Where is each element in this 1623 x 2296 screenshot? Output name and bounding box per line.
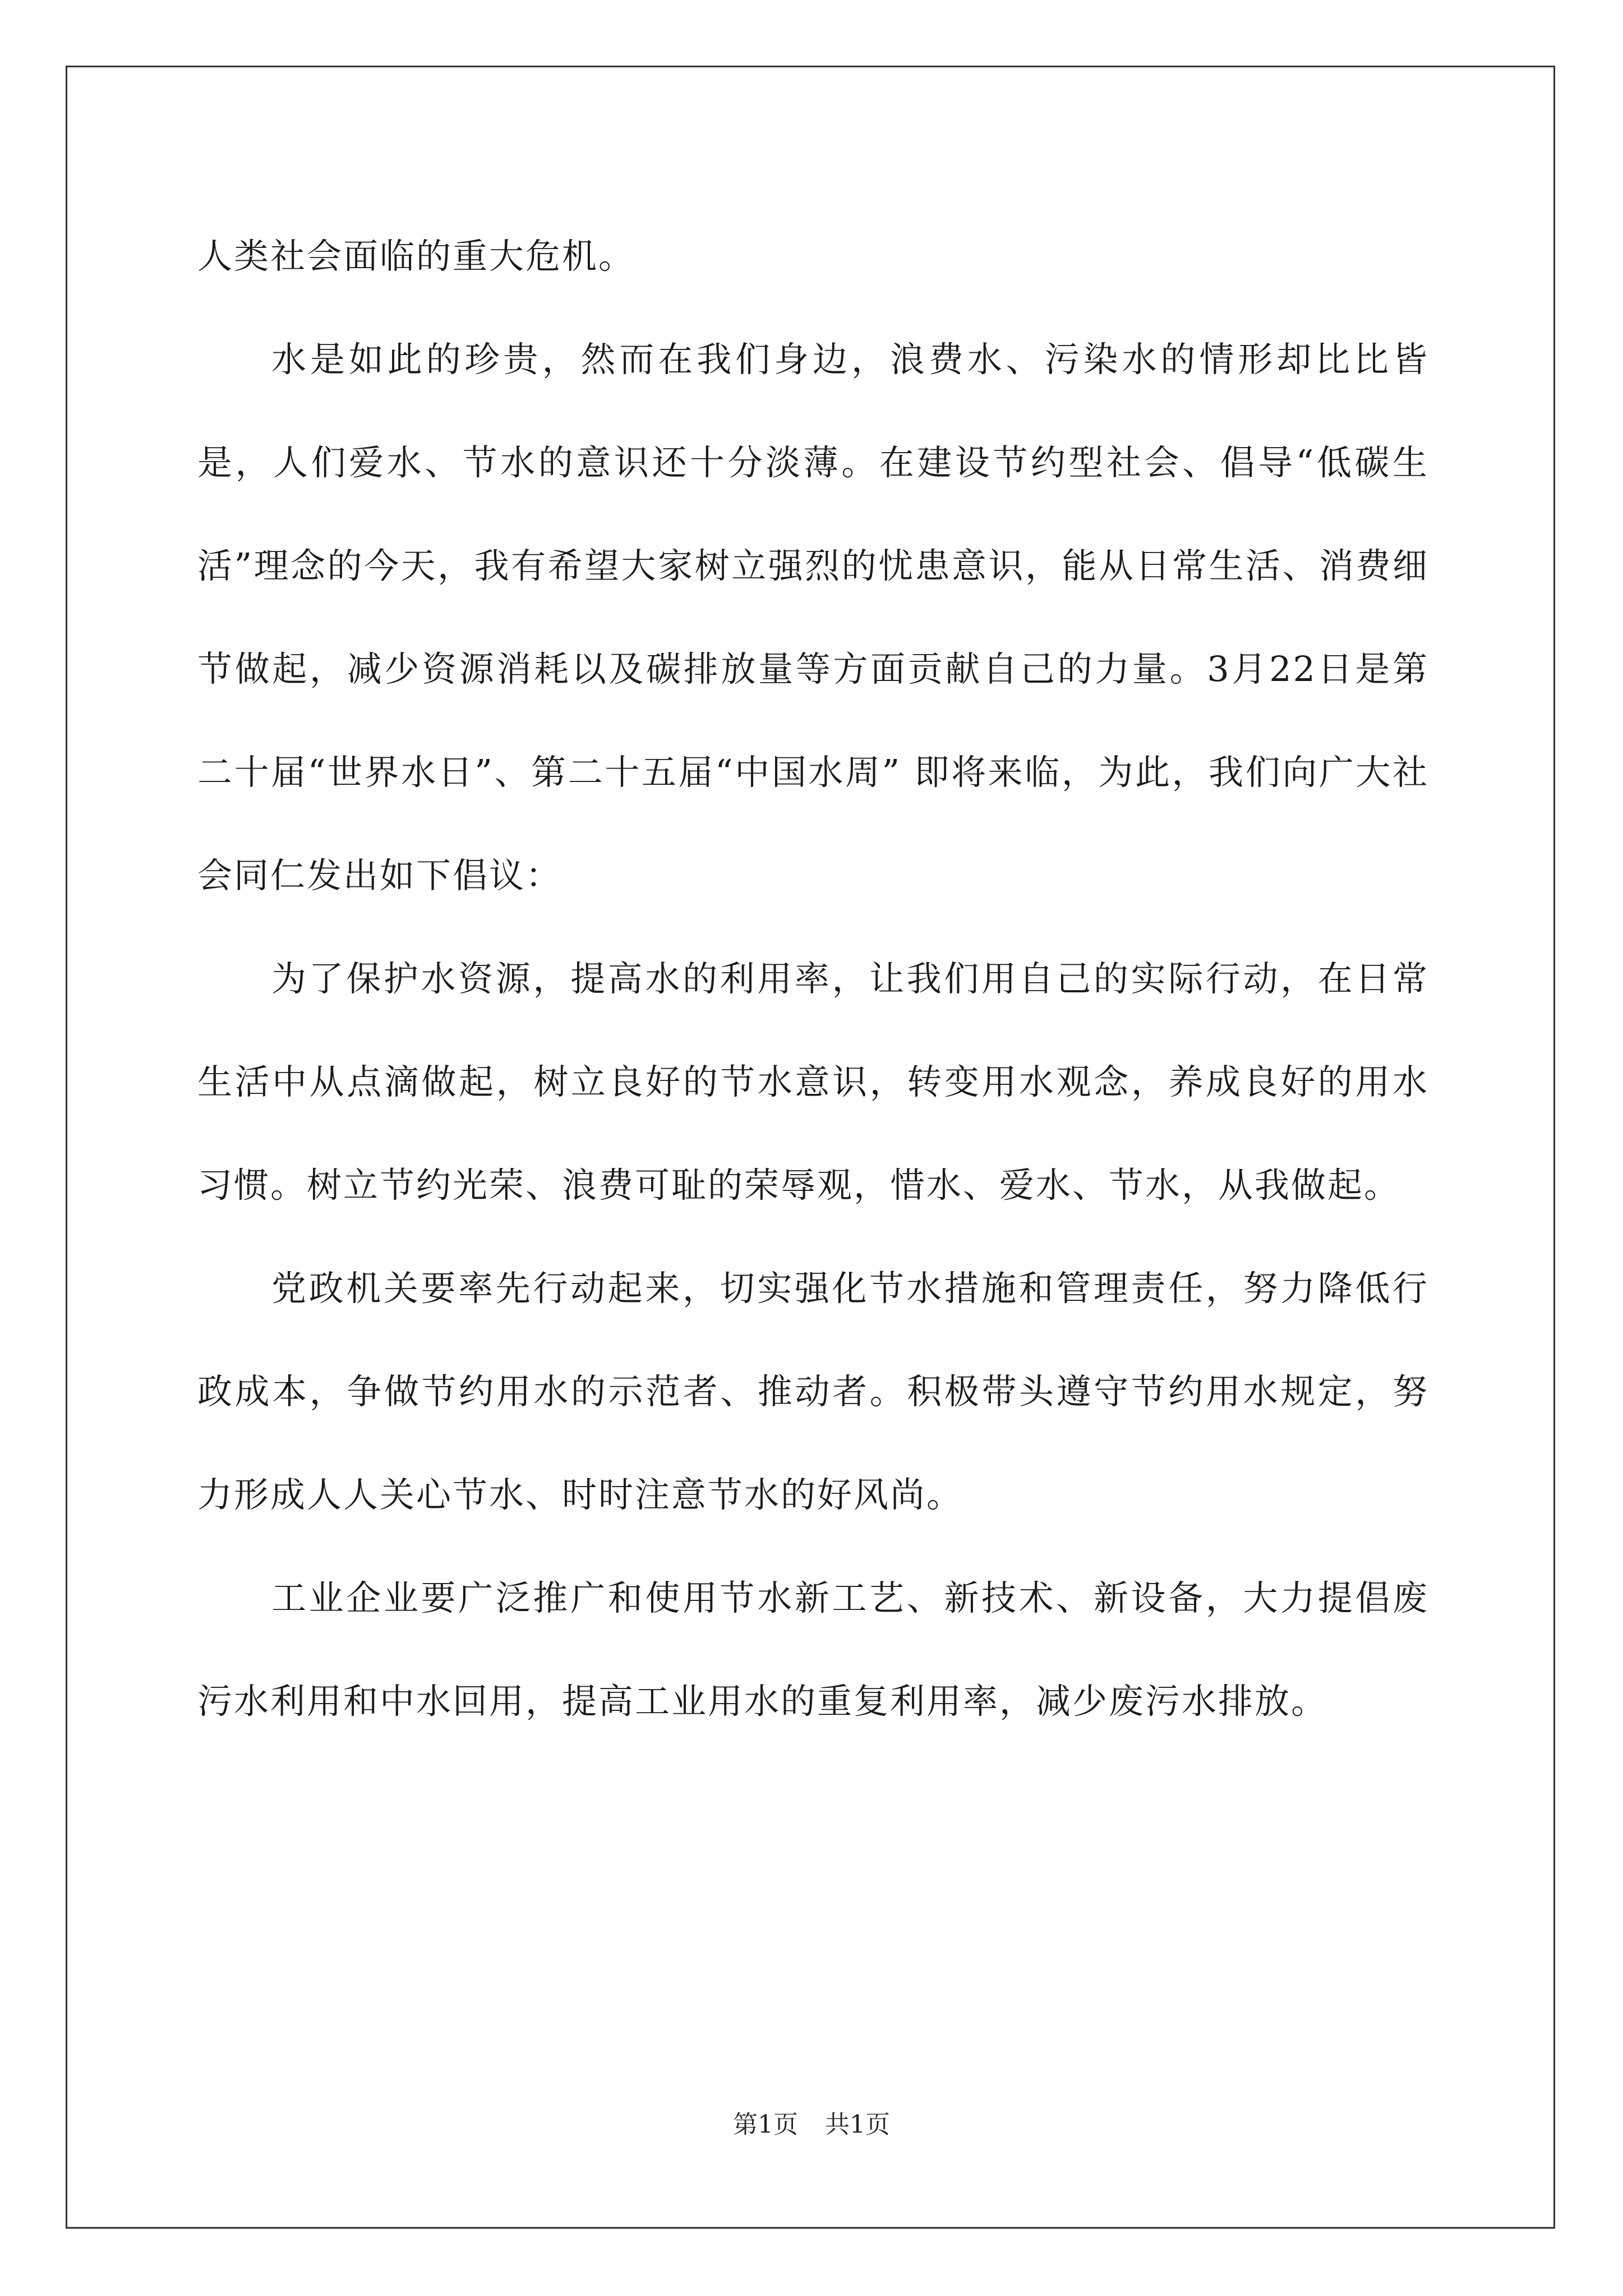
page-footer [0, 2108, 1623, 2142]
paragraph-1: 人类社会面临的重大危机。 [197, 236, 635, 277]
paragraph-2: 水是如此的珍贵，然而在我们身边，浪费水、污染水的情形却比比皆是，人们爱水、节水的意识还十分淡薄。在建设节约型社会、倡导“低碳生活”理念的今天，我有希望大家树立强烈的忧患意识，能从日常生活、消费细节做起，减少资源消耗以及碳排放量等方面贡献自己的力量。3月22日是第二十届“世界水日”、第二十五届“中国水周” 即将来临，为此，我们向广大社会同仁发出如下倡议： [197, 339, 1429, 896]
paragraph-4: 党政机关要率先行动起来，切实强化节水措施和管理责任，努力降低行政成本，争做节约用水的示范者、推动者。积极带头遵守节约用水规定，努力形成人人关心节水、时时注意节水的好风尚。 [197, 1268, 1429, 1515]
page-number-total: 共1页 [825, 2110, 890, 2139]
document-body [197, 205, 1429, 1753]
page-number-current: 第1页 [733, 2110, 798, 2139]
paragraph-5: 工业企业要广泛推广和使用节水新工艺、新技术、新设备，大力提倡废污水利用和中水回用，提高工业用水的重复利用率，减少废污水排放。 [197, 1577, 1429, 1722]
paragraph-3: 为了保护水资源，提高水的利用率，让我们用自己的实际行动，在日常生活中从点滴做起，树立良好的节水意识，转变用水观念，养成良好的用水习惯。树立节约光荣、浪费可耻的荣辱观，惜水、爱水、节水，从我做起。 [197, 958, 1429, 1205]
